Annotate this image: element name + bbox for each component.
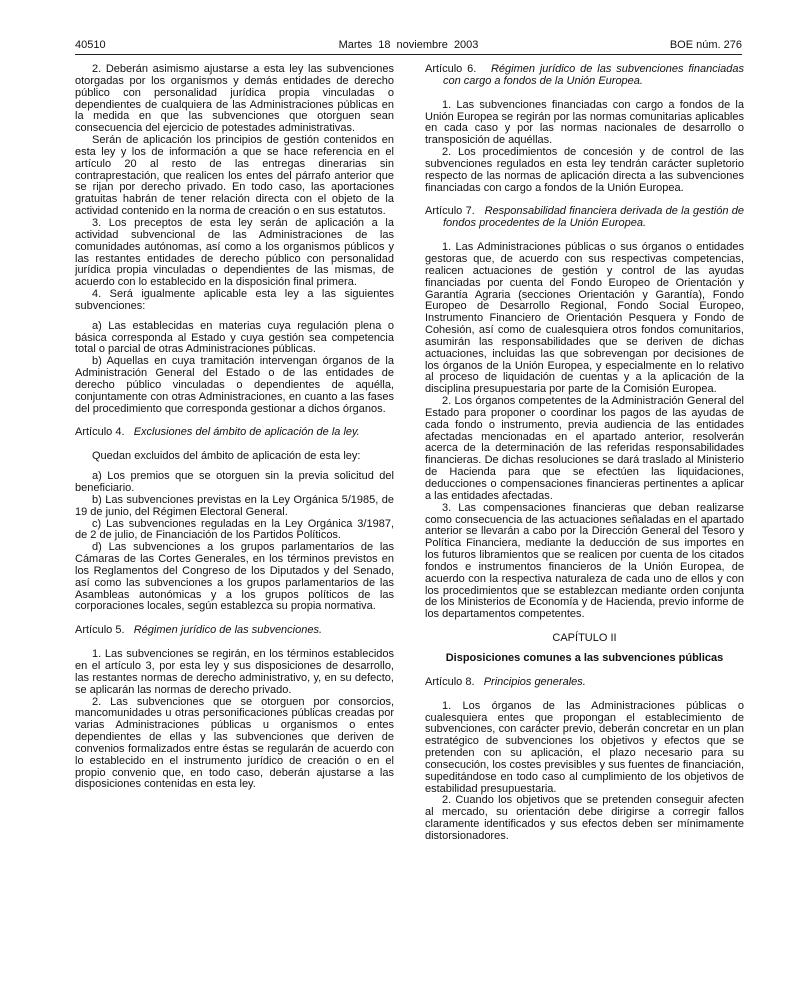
paragraph: 1. Las subvenciones financiadas con cargo a fondos de la Unión Europea se regirán por las normas comunitarias aplicables en cada caso y por las normas nacionales de desarrollo o transposición de aquéllas. (425, 98, 744, 147)
article-title: Exclusiones del ámbito de aplicación de la ley. (133, 426, 360, 439)
publication-name: BOE núm. 276 (669, 39, 742, 51)
paragraph: 2. Deberán asimismo ajustarse a esta ley las subvenciones otorgadas por los organismos y demás entidades de derecho público con personalidad jurídica propia vinculadas o dependientes de cualquiera de las Administraciones públicas en la medida en que las subvenciones que otorguen sean consecuencia del ejercicio de potestades administrativas. (75, 63, 394, 135)
article-label: Artículo 8. (425, 675, 475, 688)
article-4-heading (75, 427, 394, 439)
left-column (75, 64, 394, 791)
article-label: Artículo 4. (75, 426, 125, 439)
article-title: Responsabilidad financiera derivada de la gestión de fondos procedentes de la Unión Europea. (443, 205, 744, 230)
list-item: b) Aquellas en cuya tramitación intervengan órganos de la Administración General del Estado o de las entidades de derecho público vinculadas o dependientes de aquélla, conjuntamente con otras Administraciones, en cuanto a las fases del procedimiento que corresponda gestionar a dichos órganos. (75, 355, 394, 415)
paragraph: 2. Cuando los objetivos que se pretenden conseguir afecten al mercado, su orientación debe dirigirse a corregir fallos claramente identificados y sus efectos deben ser mínimamente distorsionadores. (425, 794, 744, 842)
list-item: c) Las subvenciones reguladas en la Ley Orgánica 3/1987, de 2 de julio, de Financiación de los Partidos Políticos. (75, 517, 394, 542)
article-5-heading (75, 625, 394, 637)
article-label: Artículo 5. (75, 624, 125, 637)
publication-date: Martes 18 noviembre 2003 (338, 39, 479, 51)
page-header (75, 38, 742, 55)
list-item: a) Los premios que se otorguen sin la previa solicitud del beneficiario. (75, 470, 394, 494)
paragraph: 1. Las subvenciones se regirán, en los términos establecidos en el artículo 3, por esta ley y sus disposiciones de desarrollo, las restantes normas de derecho administrativo, y, en su defecto, se aplicarán las normas de derecho privado. (75, 648, 394, 696)
paragraph: 1. Las Administraciones públicas o sus órganos o entidades gestoras que, de acuerdo con sus respectivas competencias, realicen actuaciones de gestión y control de las ayudas financiadas por cuenta del Fondo Europeo de Orientación y Garantía Agraria (secciones Orientación y Garantía), Fondo Europeo de Desarrollo Regional, Fondo Social Europeo, Instrumento Financiero de Orientación Pesquera y Fondo de Cohesión, así como de cualesquiera otros fondos comunitarios, asumirán las responsabilidades que se deriven de dichas actuaciones, incluidas las que sobrevengan por decisiones de los órganos de la Unión Europea, y especialmente en lo relativo al proceso de liquidación de cuentas y a la aplicación de la disciplina presupuestaria por parte de la Comisión Europea. (425, 241, 744, 396)
list-item: d) Las subvenciones a los grupos parlamentarios de las Cámaras de las Cortes Generales, en los términos previstos en los Reglamentos del Congreso de los Diputados y del Senado, así como las subvenciones a los grupos parlamentarios de las Asambleas autonómicas y a los grupos políticos de las corporaciones locales, según establezca su propia normativa. (75, 541, 394, 613)
page-number: 40510 (75, 39, 106, 51)
list-item: a) Las establecidas en materias cuya regulación plena o básica corresponda al Estado y cuya gestión sea competencia total o parcial de otras Administraciones públicas. (75, 319, 394, 356)
paragraph: 2. Los órganos competentes de la Administración General del Estado para proponer o coordinar los pagos de las ayudas de cada fondo o instrumento, previa audiencia de las entidades afectadas mencionadas en el apartado anterior, resolverán acerca de la determinación de las referidas responsabilidades financieras. De dichas resoluciones se dará traslado al Ministerio de Hacienda para que se efectúen las liquidaciones, deducciones o compensaciones financieras pertinentes a aplicar a las entidades afectadas. (425, 395, 744, 502)
paragraph: Quedan excluidos del ámbito de aplicación de esta ley: (92, 450, 361, 463)
paragraph: 3. Los preceptos de esta ley serán de aplicación a la actividad subvencional de las Administraciones de las comunidades autónomas, así como a los organismos públicos y las restantes entidades de derecho público con personalidad jurídica propia vinculadas o dependientes de las mismas, de acuerdo con lo establecido en la disposición final primera. (75, 216, 394, 289)
article-title: Principios generales. (483, 675, 586, 688)
paragraph: 1. Los órganos de las Administraciones públicas o cualesquiera entes que propongan el establecimiento de subvenciones, con carácter previo, deberán concretar en un plan estratégico de subvenciones los objetivos y efectos que se pretenden con su aplicación, el plazo necesario para su consecución, los costes previsibles y sus fuentes de financiación, supeditándose en todo caso al cumplimiento de los objetivos de estabilidad presupuestaria. (425, 699, 744, 795)
paragraph: 4. Será igualmente aplicable esta ley a las siguientes subvenciones: (75, 288, 394, 312)
chapter-number: CAPÍTULO II (552, 632, 617, 645)
article-7-heading (425, 206, 744, 230)
list-item: b) Las subvenciones previstas en la Ley Orgánica 5/1985, de 19 de junio, del Régimen Electoral General. (75, 493, 394, 518)
right-column (425, 64, 744, 843)
paragraph: Serán de aplicación los principios de gestión contenidos en esta ley y los de información a que se hace referencia en el artículo 20 al resto de las entregas dinerarias sin contraprestación, que realicen los entes del párrafo anterior que se rijan por derecho privado. En todo caso, las aportaciones gratuitas habrán de tener relación directa con el objeto de la actividad contenido en la norma de creación o en sus estatutos. (75, 134, 394, 218)
paragraph: 3. Las compensaciones financieras que deban realizarse como consecuencia de las actuaciones señaladas en el apartado anterior se llevarán a cabo por la Dirección General del Tesoro y Política Financiera, mediante la deducción de sus importes en los futuros libramientos que se realicen por cuenta de los citados fondos e instrumentos financieros de la Unión Europea, de acuerdo con la respectiva naturaleza de cada uno de ellos y con los procedimientos que se establezcan mediante orden conjunta de los Ministerios de Economía y de Hacienda, previo informe de los departamentos competentes. (425, 501, 744, 621)
article-label: Artículo 6. (425, 63, 477, 75)
article-8-heading (425, 677, 744, 689)
paragraph: 2. Los procedimientos de concesión y de control de las subvenciones regulados en esta ley tendrán carácter supletorio respecto de las normas de aplicación directa a las subvenciones financiadas con cargo a fondos de la Unión Europea. (425, 146, 744, 194)
article-title: Régimen jurídico de las subvenciones financiadas con cargo a fondos de la Unión Europea. (443, 63, 744, 87)
article-title: Régimen jurídico de las subvenciones. (133, 624, 323, 637)
article-6-heading (425, 64, 744, 88)
chapter-title: Disposiciones comunes a las subvenciones públicas (445, 651, 724, 664)
article-label: Artículo 7. (425, 205, 475, 218)
paragraph: 2. Las subvenciones que se otorguen por consorcios, mancomunidades u otras personificaciones públicas creadas por varias Administraciones públicas u organismos o entes dependientes de ellas y las subvenciones que deriven de convenios formalizados entre éstas se regularán de acuerdo con lo establecido en el instrumento jurídico de creación o en el propio convenio que, en todo caso, deberán ajustarse a las disposiciones contenidas en esta ley. (75, 695, 394, 791)
